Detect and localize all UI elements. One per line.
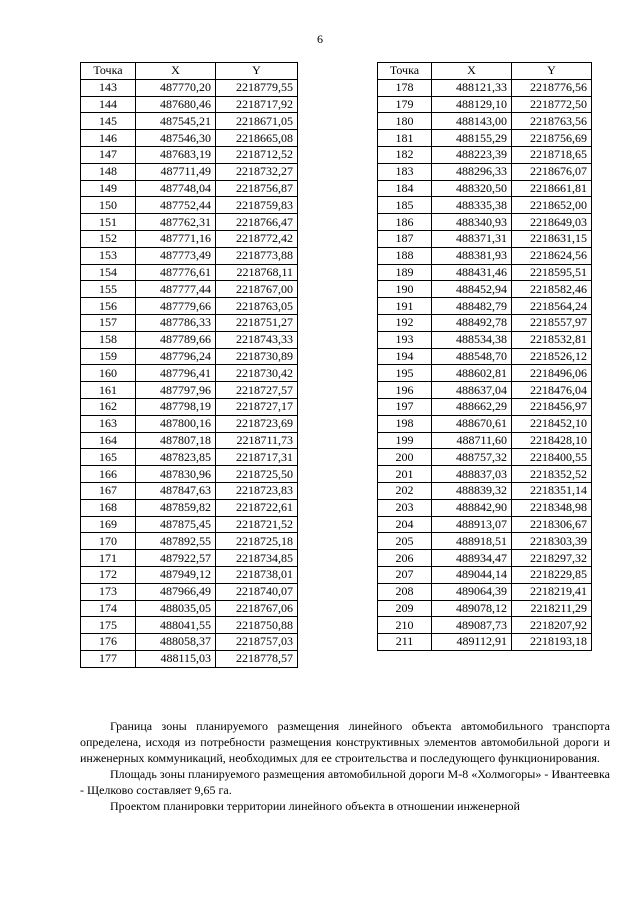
- table-row: [81, 314, 298, 331]
- table-row: [81, 247, 298, 264]
- y-coordinate-cell: 2218730,42: [216, 365, 298, 382]
- point-number-cell: 174: [81, 600, 136, 617]
- point-number-cell: 196: [378, 382, 432, 399]
- x-coordinate-cell: 488371,31: [432, 230, 512, 247]
- table-row: [378, 550, 592, 567]
- y-coordinate-cell: 2218773,88: [216, 247, 298, 264]
- point-number-cell: 189: [378, 264, 432, 281]
- y-coordinate-cell: 2218738,01: [216, 566, 298, 583]
- y-coordinate-cell: 2218352,52: [512, 466, 592, 483]
- x-coordinate-cell: 488842,90: [432, 499, 512, 516]
- point-number-cell: 204: [378, 516, 432, 533]
- x-coordinate-cell: 487773,49: [136, 247, 216, 264]
- x-coordinate-cell: 487680,46: [136, 96, 216, 113]
- x-coordinate-cell: 488340,93: [432, 214, 512, 231]
- y-coordinate-cell: 2218649,03: [512, 214, 592, 231]
- point-number-cell: 149: [81, 180, 136, 197]
- table-row: [378, 264, 592, 281]
- point-number-cell: 171: [81, 550, 136, 567]
- x-coordinate-cell: 487777,44: [136, 281, 216, 298]
- point-number-cell: 162: [81, 398, 136, 415]
- x-coordinate-cell: 487875,45: [136, 516, 216, 533]
- x-coordinate-cell: 488121,33: [432, 79, 512, 96]
- y-coordinate-cell: 2218725,50: [216, 466, 298, 483]
- table-row: [81, 482, 298, 499]
- x-coordinate-cell: 488129,10: [432, 96, 512, 113]
- point-number-cell: 173: [81, 583, 136, 600]
- point-number-cell: 148: [81, 163, 136, 180]
- table-row: [378, 331, 592, 348]
- point-number-cell: 194: [378, 348, 432, 365]
- point-number-cell: 184: [378, 180, 432, 197]
- x-coordinate-cell: 487830,96: [136, 466, 216, 483]
- table-row: [378, 415, 592, 432]
- table-row: [81, 281, 298, 298]
- x-coordinate-cell: 488918,51: [432, 533, 512, 550]
- y-coordinate-cell: 2218727,57: [216, 382, 298, 399]
- x-coordinate-cell: 488711,60: [432, 432, 512, 449]
- table-row: [378, 533, 592, 550]
- point-number-cell: 163: [81, 415, 136, 432]
- y-coordinate-cell: 2218306,67: [512, 516, 592, 533]
- x-coordinate-cell: 488534,38: [432, 331, 512, 348]
- x-coordinate-cell: 488839,32: [432, 482, 512, 499]
- x-coordinate-cell: 487949,12: [136, 566, 216, 583]
- y-coordinate-cell: 2218456,97: [512, 398, 592, 415]
- table-row: [378, 365, 592, 382]
- table-row: [81, 96, 298, 113]
- point-number-cell: 159: [81, 348, 136, 365]
- table-row: [81, 230, 298, 247]
- x-coordinate-cell: 488637,04: [432, 382, 512, 399]
- point-number-cell: 198: [378, 415, 432, 432]
- y-coordinate-cell: 2218652,00: [512, 197, 592, 214]
- y-coordinate-cell: 2218631,15: [512, 230, 592, 247]
- header-y: Y: [512, 63, 592, 80]
- y-coordinate-cell: 2218207,92: [512, 617, 592, 634]
- x-coordinate-cell: 487966,49: [136, 583, 216, 600]
- point-number-cell: 195: [378, 365, 432, 382]
- table-row: [378, 382, 592, 399]
- y-coordinate-cell: 2218557,97: [512, 314, 592, 331]
- x-coordinate-cell: 489112,91: [432, 634, 512, 651]
- table-row: [81, 113, 298, 130]
- table-row: [81, 432, 298, 449]
- x-coordinate-cell: 488602,81: [432, 365, 512, 382]
- table-row: [81, 331, 298, 348]
- table-row: [81, 533, 298, 550]
- x-coordinate-cell: 489064,39: [432, 583, 512, 600]
- table-row: [81, 516, 298, 533]
- table-row: [81, 348, 298, 365]
- y-coordinate-cell: 2218211,29: [512, 600, 592, 617]
- x-coordinate-cell: 487545,21: [136, 113, 216, 130]
- x-coordinate-cell: 487892,55: [136, 533, 216, 550]
- table-row: [81, 130, 298, 147]
- y-coordinate-cell: 2218229,85: [512, 566, 592, 583]
- point-number-cell: 199: [378, 432, 432, 449]
- point-number-cell: 175: [81, 617, 136, 634]
- point-number-cell: 185: [378, 197, 432, 214]
- table-row: [81, 617, 298, 634]
- point-number-cell: 202: [378, 482, 432, 499]
- y-coordinate-cell: 2218767,06: [216, 600, 298, 617]
- y-coordinate-cell: 2218582,46: [512, 281, 592, 298]
- y-coordinate-cell: 2218757,03: [216, 634, 298, 651]
- y-coordinate-cell: 2218776,56: [512, 79, 592, 96]
- point-number-cell: 154: [81, 264, 136, 281]
- y-coordinate-cell: 2218661,81: [512, 180, 592, 197]
- table-row: [81, 382, 298, 399]
- table-row: [81, 146, 298, 163]
- table-row: [378, 130, 592, 147]
- y-coordinate-cell: 2218348,98: [512, 499, 592, 516]
- point-number-cell: 191: [378, 298, 432, 315]
- y-coordinate-cell: 2218763,56: [512, 113, 592, 130]
- header-point: Точка: [81, 63, 136, 80]
- table-header-row: [81, 63, 298, 80]
- point-number-cell: 145: [81, 113, 136, 130]
- point-number-cell: 193: [378, 331, 432, 348]
- point-number-cell: 143: [81, 79, 136, 96]
- y-coordinate-cell: 2218727,17: [216, 398, 298, 415]
- y-coordinate-cell: 2218351,14: [512, 482, 592, 499]
- x-coordinate-cell: 487748,04: [136, 180, 216, 197]
- y-coordinate-cell: 2218400,55: [512, 449, 592, 466]
- point-number-cell: 203: [378, 499, 432, 516]
- point-number-cell: 187: [378, 230, 432, 247]
- x-coordinate-cell: 488492,78: [432, 314, 512, 331]
- table-row: [81, 398, 298, 415]
- point-number-cell: 150: [81, 197, 136, 214]
- table-row: [81, 365, 298, 382]
- header-x: X: [432, 63, 512, 80]
- point-number-cell: 186: [378, 214, 432, 231]
- point-number-cell: 160: [81, 365, 136, 382]
- table-row: [81, 197, 298, 214]
- table-header-row: [378, 63, 592, 80]
- x-coordinate-cell: 488115,03: [136, 650, 216, 667]
- x-coordinate-cell: 488223,39: [432, 146, 512, 163]
- x-coordinate-cell: 487800,16: [136, 415, 216, 432]
- point-number-cell: 165: [81, 449, 136, 466]
- point-number-cell: 180: [378, 113, 432, 130]
- paragraph-zone-area: Площадь зоны планируемого размещения автомобильной дороги М-8 «Холмогоры» - Ивантеевка - Щелково составляет 9,65 га.: [80, 767, 610, 797]
- y-coordinate-cell: 2218476,04: [512, 382, 592, 399]
- x-coordinate-cell: 487711,49: [136, 163, 216, 180]
- x-coordinate-cell: 487770,20: [136, 79, 216, 96]
- y-coordinate-cell: 2218711,73: [216, 432, 298, 449]
- paragraph-zone-boundary: Граница зоны планируемого размещения линейного объекта автомобильного транспорта определена, исходя из потребности размещения конструктивных элементов автомобильной дороги и инженерных коммуникаций, необходимых для ее строительства и последующего функционирования.: [80, 719, 610, 765]
- table-row: [81, 214, 298, 231]
- table-row: [378, 617, 592, 634]
- y-coordinate-cell: 2218665,08: [216, 130, 298, 147]
- table-row: [81, 650, 298, 667]
- point-number-cell: 146: [81, 130, 136, 147]
- x-coordinate-cell: 488335,38: [432, 197, 512, 214]
- table-row: [378, 583, 592, 600]
- x-coordinate-cell: 487823,85: [136, 449, 216, 466]
- table-row: [378, 432, 592, 449]
- table-row: [81, 298, 298, 315]
- point-number-cell: 211: [378, 634, 432, 651]
- point-number-cell: 151: [81, 214, 136, 231]
- table-row: [378, 482, 592, 499]
- x-coordinate-cell: 487807,18: [136, 432, 216, 449]
- x-coordinate-cell: 488934,47: [432, 550, 512, 567]
- y-coordinate-cell: 2218193,18: [512, 634, 592, 651]
- x-coordinate-cell: 487922,57: [136, 550, 216, 567]
- y-coordinate-cell: 2218743,33: [216, 331, 298, 348]
- x-coordinate-cell: 488431,46: [432, 264, 512, 281]
- y-coordinate-cell: 2218219,41: [512, 583, 592, 600]
- point-number-cell: 166: [81, 466, 136, 483]
- y-coordinate-cell: 2218718,65: [512, 146, 592, 163]
- point-number-cell: 153: [81, 247, 136, 264]
- x-coordinate-cell: 489087,73: [432, 617, 512, 634]
- point-number-cell: 201: [378, 466, 432, 483]
- x-coordinate-cell: 487776,61: [136, 264, 216, 281]
- y-coordinate-cell: 2218428,10: [512, 432, 592, 449]
- x-coordinate-cell: 488041,55: [136, 617, 216, 634]
- point-number-cell: 200: [378, 449, 432, 466]
- x-coordinate-cell: 488913,07: [432, 516, 512, 533]
- y-coordinate-cell: 2218564,24: [512, 298, 592, 315]
- table-row: [81, 566, 298, 583]
- point-number-cell: 147: [81, 146, 136, 163]
- point-number-cell: 178: [378, 79, 432, 96]
- x-coordinate-cell: 488143,00: [432, 113, 512, 130]
- x-coordinate-cell: 487847,63: [136, 482, 216, 499]
- x-coordinate-cell: 488482,79: [432, 298, 512, 315]
- x-coordinate-cell: 487798,19: [136, 398, 216, 415]
- table-row: [81, 180, 298, 197]
- table-row: [378, 180, 592, 197]
- x-coordinate-cell: 488548,70: [432, 348, 512, 365]
- table-row: [378, 634, 592, 651]
- y-coordinate-cell: 2218303,39: [512, 533, 592, 550]
- table-row: [378, 398, 592, 415]
- table-row: [378, 197, 592, 214]
- y-coordinate-cell: 2218595,51: [512, 264, 592, 281]
- table-row: [81, 79, 298, 96]
- table-row: [378, 163, 592, 180]
- point-number-cell: 181: [378, 130, 432, 147]
- y-coordinate-cell: 2218721,52: [216, 516, 298, 533]
- table-row: [378, 314, 592, 331]
- point-number-cell: 170: [81, 533, 136, 550]
- y-coordinate-cell: 2218732,27: [216, 163, 298, 180]
- y-coordinate-cell: 2218723,69: [216, 415, 298, 432]
- y-coordinate-cell: 2218778,57: [216, 650, 298, 667]
- x-coordinate-cell: 487779,66: [136, 298, 216, 315]
- table-row: [378, 298, 592, 315]
- point-number-cell: 205: [378, 533, 432, 550]
- x-coordinate-cell: 487683,19: [136, 146, 216, 163]
- x-coordinate-cell: 488757,32: [432, 449, 512, 466]
- point-number-cell: 152: [81, 230, 136, 247]
- point-number-cell: 176: [81, 634, 136, 651]
- table-row: [378, 247, 592, 264]
- table-row: [378, 281, 592, 298]
- x-coordinate-cell: 488381,93: [432, 247, 512, 264]
- y-coordinate-cell: 2218717,92: [216, 96, 298, 113]
- x-coordinate-cell: 488058,37: [136, 634, 216, 651]
- y-coordinate-cell: 2218671,05: [216, 113, 298, 130]
- x-coordinate-cell: 487786,33: [136, 314, 216, 331]
- x-coordinate-cell: 488296,33: [432, 163, 512, 180]
- table-row: [378, 516, 592, 533]
- y-coordinate-cell: 2218723,83: [216, 482, 298, 499]
- body-text: [80, 718, 610, 814]
- point-number-cell: 210: [378, 617, 432, 634]
- table-row: [378, 600, 592, 617]
- table-row: [81, 449, 298, 466]
- x-coordinate-cell: 487796,24: [136, 348, 216, 365]
- table-row: [378, 79, 592, 96]
- y-coordinate-cell: 2218532,81: [512, 331, 592, 348]
- table-row: [378, 348, 592, 365]
- table-row: [81, 264, 298, 281]
- y-coordinate-cell: 2218772,42: [216, 230, 298, 247]
- table-row: [378, 499, 592, 516]
- y-coordinate-cell: 2218763,05: [216, 298, 298, 315]
- point-number-cell: 208: [378, 583, 432, 600]
- y-coordinate-cell: 2218767,00: [216, 281, 298, 298]
- point-number-cell: 188: [378, 247, 432, 264]
- y-coordinate-cell: 2218766,47: [216, 214, 298, 231]
- y-coordinate-cell: 2218676,07: [512, 163, 592, 180]
- y-coordinate-cell: 2218725,18: [216, 533, 298, 550]
- x-coordinate-cell: 487859,82: [136, 499, 216, 516]
- table-row: [378, 466, 592, 483]
- point-number-cell: 190: [378, 281, 432, 298]
- x-coordinate-cell: 487546,30: [136, 130, 216, 147]
- table-row: [378, 146, 592, 163]
- table-row: [81, 600, 298, 617]
- y-coordinate-cell: 2218751,27: [216, 314, 298, 331]
- table-row: [378, 449, 592, 466]
- x-coordinate-cell: 488155,29: [432, 130, 512, 147]
- y-coordinate-cell: 2218712,52: [216, 146, 298, 163]
- y-coordinate-cell: 2218526,12: [512, 348, 592, 365]
- y-coordinate-cell: 2218750,88: [216, 617, 298, 634]
- x-coordinate-cell: 487752,44: [136, 197, 216, 214]
- point-number-cell: 168: [81, 499, 136, 516]
- point-number-cell: 207: [378, 566, 432, 583]
- point-number-cell: 177: [81, 650, 136, 667]
- point-number-cell: 158: [81, 331, 136, 348]
- point-number-cell: 192: [378, 314, 432, 331]
- table-row: [378, 230, 592, 247]
- table-row: [81, 583, 298, 600]
- point-number-cell: 167: [81, 482, 136, 499]
- y-coordinate-cell: 2218779,55: [216, 79, 298, 96]
- point-number-cell: 183: [378, 163, 432, 180]
- table-row: [378, 566, 592, 583]
- x-coordinate-cell: 489078,12: [432, 600, 512, 617]
- header-point: Точка: [378, 63, 432, 80]
- coordinates-table-left: [80, 62, 298, 668]
- y-coordinate-cell: 2218452,10: [512, 415, 592, 432]
- x-coordinate-cell: 488837,03: [432, 466, 512, 483]
- x-coordinate-cell: 488670,61: [432, 415, 512, 432]
- y-coordinate-cell: 2218297,32: [512, 550, 592, 567]
- y-coordinate-cell: 2218756,69: [512, 130, 592, 147]
- page-number: 6: [317, 32, 323, 46]
- table-row: [378, 96, 592, 113]
- y-coordinate-cell: 2218756,87: [216, 180, 298, 197]
- table-row: [378, 214, 592, 231]
- x-coordinate-cell: 487762,31: [136, 214, 216, 231]
- header-y: Y: [216, 63, 298, 80]
- x-coordinate-cell: 488320,50: [432, 180, 512, 197]
- point-number-cell: 161: [81, 382, 136, 399]
- x-coordinate-cell: 489044,14: [432, 566, 512, 583]
- point-number-cell: 179: [378, 96, 432, 113]
- header-x: X: [136, 63, 216, 80]
- x-coordinate-cell: 488452,94: [432, 281, 512, 298]
- y-coordinate-cell: 2218717,31: [216, 449, 298, 466]
- table-row: [81, 415, 298, 432]
- paragraph-engineering: Проектом планировки территории линейного объекта в отношении инженерной: [110, 799, 520, 813]
- x-coordinate-cell: 487771,16: [136, 230, 216, 247]
- point-number-cell: 156: [81, 298, 136, 315]
- coordinates-table-right: [377, 62, 592, 651]
- y-coordinate-cell: 2218496,06: [512, 365, 592, 382]
- table-row: [81, 499, 298, 516]
- y-coordinate-cell: 2218768,11: [216, 264, 298, 281]
- y-coordinate-cell: 2218730,89: [216, 348, 298, 365]
- point-number-cell: 155: [81, 281, 136, 298]
- point-number-cell: 182: [378, 146, 432, 163]
- table-row: [81, 466, 298, 483]
- point-number-cell: 144: [81, 96, 136, 113]
- table-row: [81, 550, 298, 567]
- y-coordinate-cell: 2218722,61: [216, 499, 298, 516]
- point-number-cell: 169: [81, 516, 136, 533]
- table-row: [378, 113, 592, 130]
- point-number-cell: 197: [378, 398, 432, 415]
- y-coordinate-cell: 2218772,50: [512, 96, 592, 113]
- point-number-cell: 157: [81, 314, 136, 331]
- table-row: [81, 163, 298, 180]
- y-coordinate-cell: 2218734,85: [216, 550, 298, 567]
- x-coordinate-cell: 488662,29: [432, 398, 512, 415]
- x-coordinate-cell: 487797,96: [136, 382, 216, 399]
- point-number-cell: 206: [378, 550, 432, 567]
- point-number-cell: 172: [81, 566, 136, 583]
- table-row: [81, 634, 298, 651]
- x-coordinate-cell: 488035,05: [136, 600, 216, 617]
- point-number-cell: 209: [378, 600, 432, 617]
- x-coordinate-cell: 487789,66: [136, 331, 216, 348]
- x-coordinate-cell: 487796,41: [136, 365, 216, 382]
- y-coordinate-cell: 2218624,56: [512, 247, 592, 264]
- point-number-cell: 164: [81, 432, 136, 449]
- y-coordinate-cell: 2218740,07: [216, 583, 298, 600]
- y-coordinate-cell: 2218759,83: [216, 197, 298, 214]
